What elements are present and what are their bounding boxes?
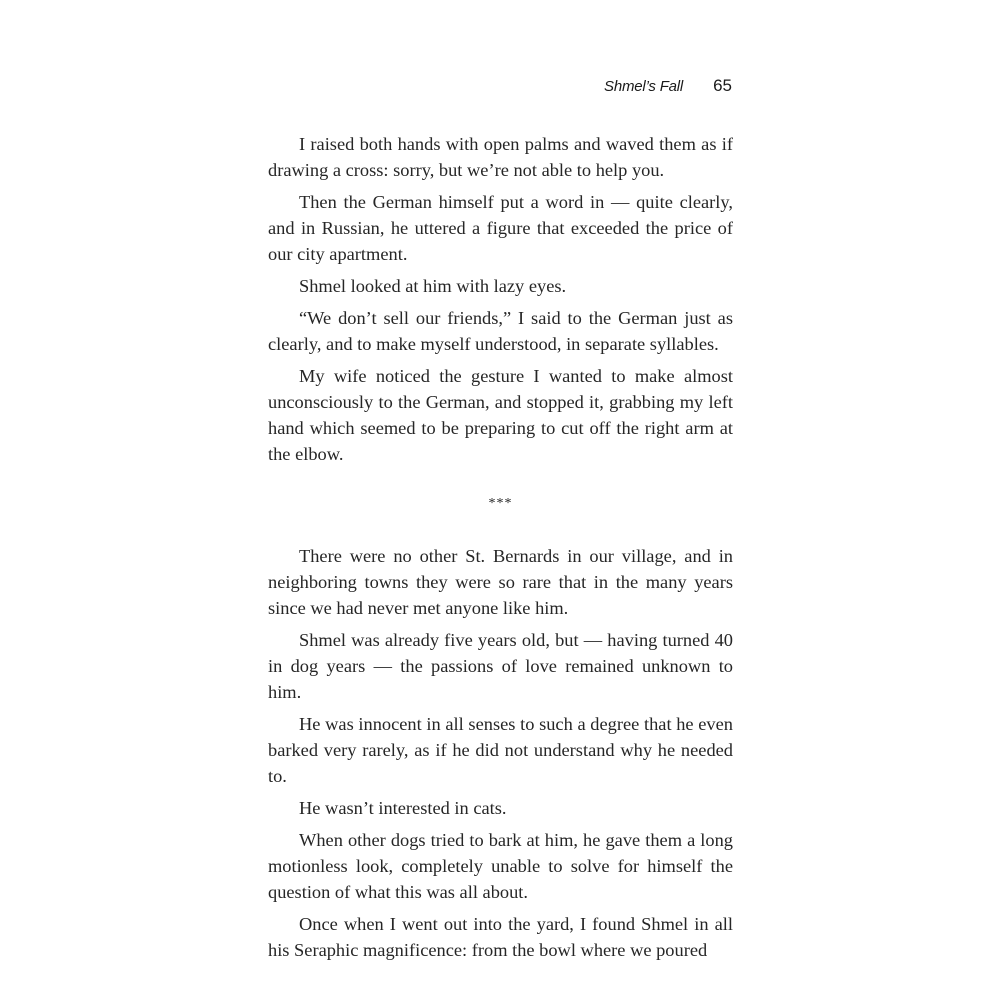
paragraph: Shmel looked at him with lazy eyes. xyxy=(299,276,567,296)
paragraph: He was innocent in all senses to such a degree that he even barked very rarely, as if he did not understand why he needed to. xyxy=(268,714,733,786)
running-header xyxy=(604,76,732,104)
paragraph: Then the German himself put a word in — quite clearly, and in Russian, he uttered a figure that exceeded the price of our city apartment. xyxy=(268,192,733,264)
paragraph: When other dogs tried to bark at him, he gave them a long motionless look, completely unable to solve for himself the question of what this was all about. xyxy=(268,830,733,902)
section-break: *** xyxy=(488,496,513,511)
body-text xyxy=(268,131,733,969)
page-number: 65 xyxy=(713,76,732,95)
paragraph: Once when I went out into the yard, I found Shmel in all his Seraphic magnificence: from the bowl where we poured xyxy=(268,914,733,960)
paragraph: My wife noticed the gesture I wanted to make almost unconsciously to the German, and stopped it, grabbing my left hand which seemed to be preparing to cut off the right arm at the elbow. xyxy=(268,366,733,464)
paragraph: Shmel was already five years old, but — having turned 40 in dog years — the passions of love remained unknown to him. xyxy=(268,630,733,702)
paragraph: I raised both hands with open palms and waved them as if drawing a cross: sorry, but we’re not able to help you. xyxy=(268,134,733,180)
paragraph: There were no other St. Bernards in our village, and in neighboring towns they were so rare that in the many years since we had never met anyone like him. xyxy=(268,546,733,618)
chapter-title: Shmel’s Fall xyxy=(604,78,684,95)
paragraph: “We don’t sell our friends,” I said to the German just as clearly, and to make myself understood, in separate syllables. xyxy=(268,308,733,354)
paragraph: He wasn’t interested in cats. xyxy=(299,798,507,818)
